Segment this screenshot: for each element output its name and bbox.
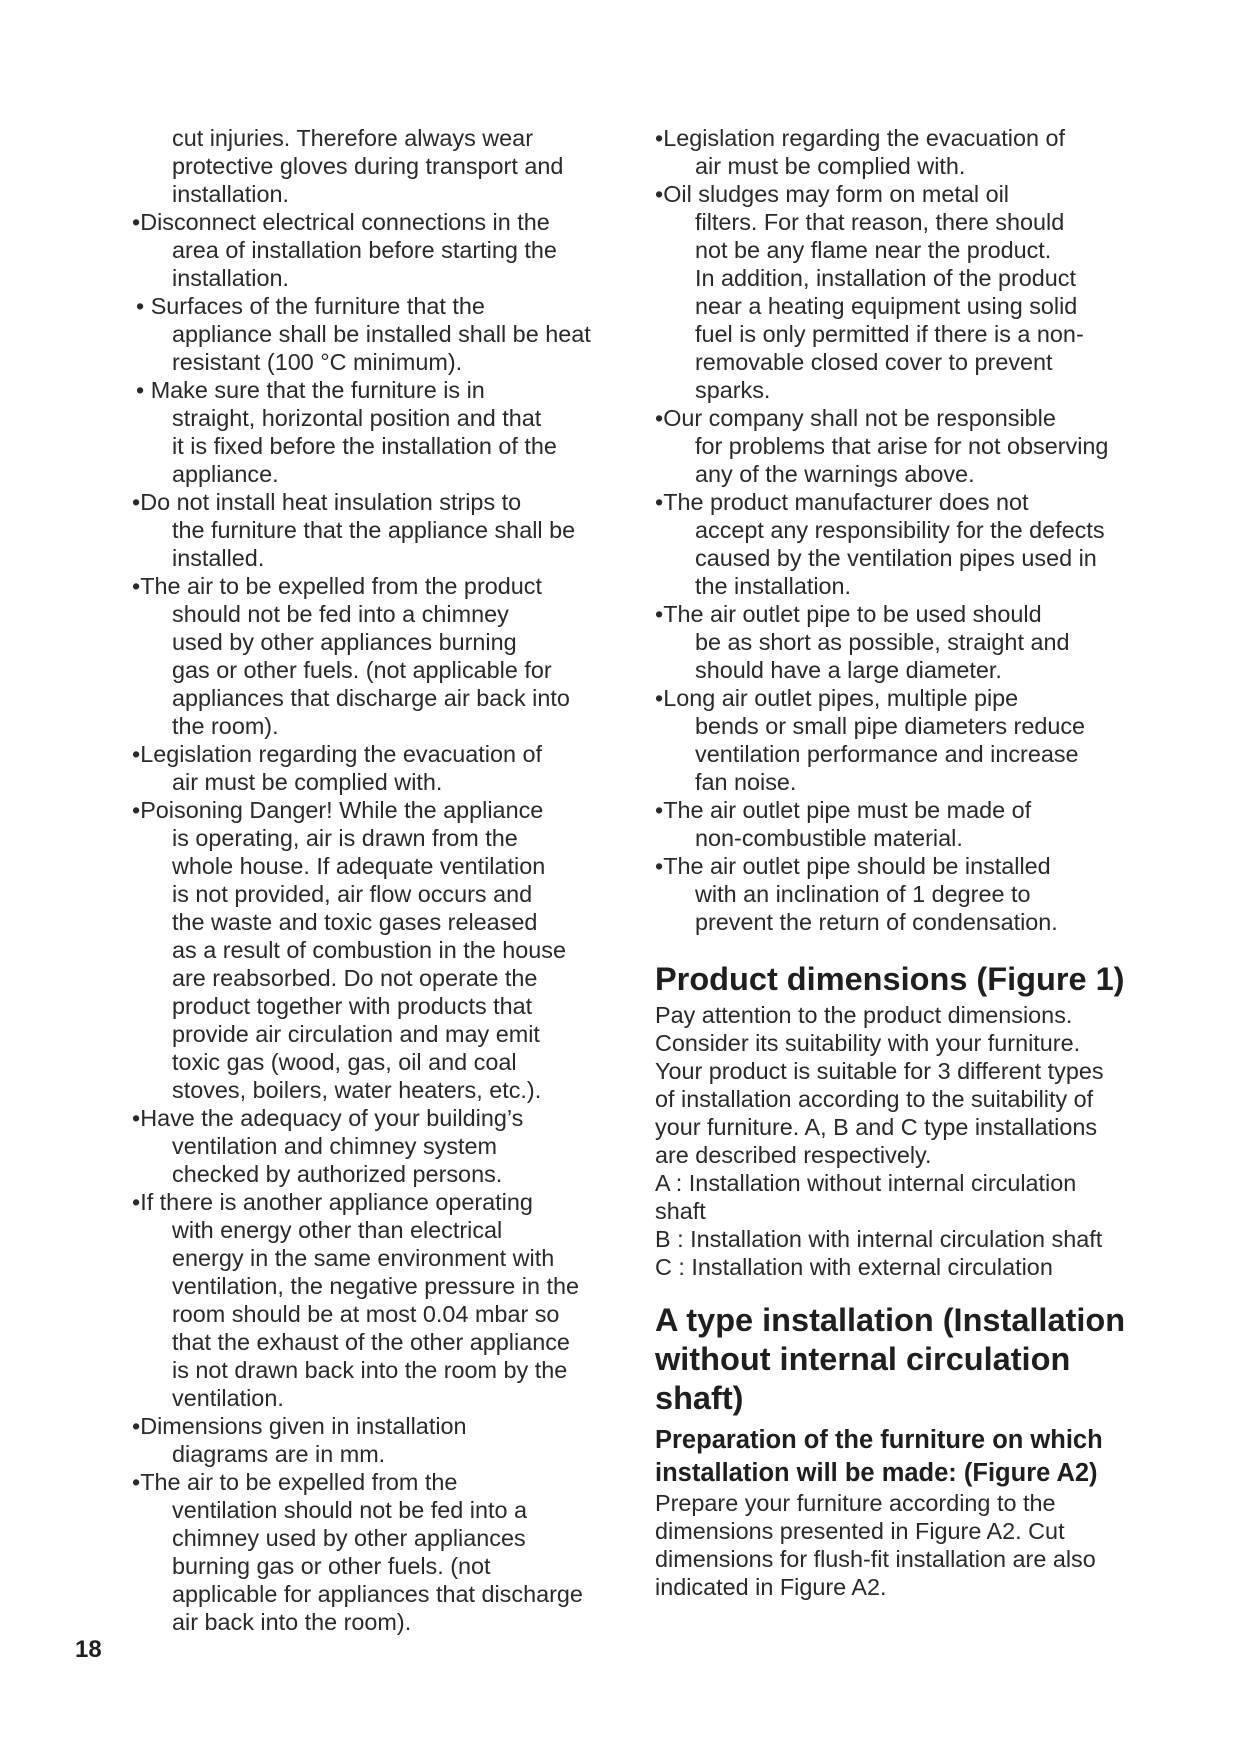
list-item bbox=[132, 1412, 612, 1468]
text-line: bends or small pipe diameters reduce bbox=[695, 713, 1086, 739]
text-line: is operating, air is drawn from the bbox=[172, 825, 518, 851]
text-line: with an inclination of 1 degree to bbox=[695, 881, 1031, 907]
list-item bbox=[132, 740, 612, 796]
text-line: whole house. If adequate ventilation bbox=[172, 853, 546, 879]
list-item bbox=[655, 796, 1141, 852]
text-line: Prepare your furniture according to the bbox=[655, 1490, 1056, 1516]
right-column bbox=[655, 124, 1141, 1601]
list-item bbox=[132, 1468, 612, 1636]
section-heading-a-type-installation bbox=[655, 1301, 1141, 1418]
list-item bbox=[132, 292, 612, 376]
text-line: removable closed cover to prevent bbox=[695, 349, 1053, 375]
text-line: not be any flame near the product. bbox=[695, 237, 1052, 263]
text-line: chimney used by other appliances bbox=[172, 1525, 526, 1551]
section-heading-product-dimensions: Product dimensions (Figure 1) bbox=[655, 961, 1125, 997]
text-line: the installation. bbox=[695, 573, 852, 599]
text-line: A : Installation without internal circulation bbox=[655, 1170, 1077, 1196]
text-line: dimensions for flush-fit installation are also bbox=[655, 1546, 1096, 1572]
text-line: is not provided, air flow occurs and bbox=[172, 881, 533, 907]
text-line: •If there is another appliance operating bbox=[132, 1189, 533, 1215]
text-line: • Surfaces of the furniture that the bbox=[136, 293, 485, 319]
text-line: be as short as possible, straight and bbox=[695, 629, 1070, 655]
text-line: should have a large diameter. bbox=[695, 657, 1002, 683]
left-column bbox=[132, 124, 612, 1636]
text-line: ventilation should not be fed into a bbox=[172, 1497, 528, 1523]
text-line: are described respectively. bbox=[655, 1142, 932, 1168]
text-line: your furniture. A, B and C type installations bbox=[655, 1114, 1098, 1140]
text-line: with energy other than electrical bbox=[172, 1217, 503, 1243]
text-line: dimensions presented in Figure A2. Cut bbox=[655, 1518, 1065, 1544]
list-item bbox=[655, 404, 1141, 488]
right-bullet-list bbox=[655, 124, 1141, 936]
text-line: • Make sure that the furniture is in bbox=[136, 377, 485, 403]
text-line: B : Installation with internal circulation shaft bbox=[655, 1226, 1103, 1252]
text-line: •Oil sludges may form on metal oil bbox=[655, 181, 1009, 207]
text-line: it is fixed before the installation of the bbox=[172, 433, 557, 459]
text-line: •The product manufacturer does not bbox=[655, 489, 1029, 515]
text-line: appliance shall be installed shall be heat bbox=[172, 321, 591, 347]
text-line: •Our company shall not be responsible bbox=[655, 405, 1056, 431]
text-line: prevent the return of condensation. bbox=[695, 909, 1058, 935]
heading-line: shaft) bbox=[655, 1380, 744, 1416]
text-line: provide air circulation and may emit bbox=[172, 1021, 540, 1047]
list-item bbox=[132, 488, 612, 572]
text-line: •The air outlet pipe should be installed bbox=[655, 853, 1051, 879]
text-line: Pay attention to the product dimensions. bbox=[655, 1002, 1073, 1028]
text-line: •The air to be expelled from the product bbox=[132, 573, 542, 599]
text-line: the waste and toxic gases released bbox=[172, 909, 538, 935]
text-line: stoves, boilers, water heaters, etc.). bbox=[172, 1077, 542, 1103]
text-line: product together with products that bbox=[172, 993, 533, 1019]
text-line: used by other appliances burning bbox=[172, 629, 517, 655]
text-line: near a heating equipment using solid bbox=[695, 293, 1078, 319]
text-line: for problems that arise for not observing bbox=[695, 433, 1109, 459]
list-item bbox=[132, 208, 612, 292]
text-line: Consider its suitability with your furniture. bbox=[655, 1030, 1081, 1056]
a-type-text bbox=[655, 1489, 1141, 1601]
text-line: straight, horizontal position and that bbox=[172, 405, 542, 431]
list-item bbox=[132, 1104, 612, 1188]
text-line: are reabsorbed. Do not operate the bbox=[172, 965, 538, 991]
text-line: appliance. bbox=[172, 461, 279, 487]
text-line: protective gloves during transport and bbox=[172, 153, 564, 179]
text-line: installed. bbox=[172, 545, 265, 571]
text-line: room should be at most 0.04 mbar so bbox=[172, 1301, 560, 1327]
subheading-line: installation will be made: (Figure A2) bbox=[655, 1458, 1098, 1487]
text-line: sparks. bbox=[695, 377, 771, 403]
list-item bbox=[655, 684, 1141, 796]
text-line: fan noise. bbox=[695, 769, 797, 795]
text-line: applicable for appliances that discharge bbox=[172, 1581, 583, 1607]
text-line: diagrams are in mm. bbox=[172, 1441, 386, 1467]
text-line: installation. bbox=[172, 181, 290, 207]
list-item bbox=[655, 488, 1141, 600]
text-line: any of the warnings above. bbox=[695, 461, 975, 487]
text-line: •Legislation regarding the evacuation of bbox=[132, 741, 543, 767]
text-line: air must be complied with. bbox=[172, 769, 443, 795]
list-item bbox=[655, 124, 1141, 180]
text-line: air back into the room). bbox=[172, 1609, 412, 1635]
text-line: ventilation. bbox=[172, 1385, 284, 1411]
text-line: filters. For that reason, there should bbox=[695, 209, 1065, 235]
text-line: •Legislation regarding the evacuation of bbox=[655, 125, 1066, 151]
text-line: that the exhaust of the other appliance bbox=[172, 1329, 570, 1355]
text-line: burning gas or other fuels. (not bbox=[172, 1553, 491, 1579]
text-line: non-combustible material. bbox=[695, 825, 963, 851]
text-line: cut injuries. Therefore always wear bbox=[172, 125, 533, 151]
text-line: •The air outlet pipe must be made of bbox=[655, 797, 1032, 823]
list-item bbox=[132, 572, 612, 740]
text-line: In addition, installation of the product bbox=[695, 265, 1077, 291]
text-line: indicated in Figure A2. bbox=[655, 1574, 887, 1600]
text-line: •Do not install heat insulation strips to bbox=[132, 489, 522, 515]
list-item bbox=[655, 600, 1141, 684]
text-line: fuel is only permitted if there is a non- bbox=[695, 321, 1084, 347]
text-line: of installation according to the suitability of bbox=[655, 1086, 1094, 1112]
text-line: as a result of combustion in the house bbox=[172, 937, 566, 963]
list-item bbox=[132, 796, 612, 1104]
heading-line: A type installation (Installation bbox=[655, 1302, 1126, 1338]
text-line: energy in the same environment with bbox=[172, 1245, 555, 1271]
text-line: gas or other fuels. (not applicable for bbox=[172, 657, 552, 683]
text-line: C : Installation with external circulation bbox=[655, 1254, 1053, 1280]
text-line: area of installation before starting the bbox=[172, 237, 557, 263]
text-line: caused by the ventilation pipes used in bbox=[695, 545, 1097, 571]
text-line: •Poisoning Danger! While the appliance bbox=[132, 797, 544, 823]
list-item bbox=[132, 124, 612, 208]
text-line: •The air outlet pipe to be used should bbox=[655, 601, 1042, 627]
text-line: toxic gas (wood, gas, oil and coal bbox=[172, 1049, 517, 1075]
list-item bbox=[655, 180, 1141, 404]
text-line: •The air to be expelled from the bbox=[132, 1469, 458, 1495]
heading-line: without internal circulation bbox=[655, 1341, 1071, 1377]
text-line: should not be fed into a chimney bbox=[172, 601, 509, 627]
list-item bbox=[132, 376, 612, 488]
text-line: •Long air outlet pipes, multiple pipe bbox=[655, 685, 1019, 711]
text-line: checked by authorized persons. bbox=[172, 1161, 503, 1187]
text-line: accept any responsibility for the defects bbox=[695, 517, 1105, 543]
text-line: ventilation and chimney system bbox=[172, 1133, 498, 1159]
page-number: 18 bbox=[75, 1636, 102, 1663]
text-line: shaft bbox=[655, 1198, 706, 1224]
list-item bbox=[655, 852, 1141, 936]
list-item bbox=[132, 1188, 612, 1412]
subheading-furniture-preparation bbox=[655, 1424, 1141, 1489]
product-dimensions-text bbox=[655, 1001, 1141, 1281]
subheading-line: Preparation of the furniture on which bbox=[655, 1426, 1103, 1454]
text-line: the room). bbox=[172, 713, 279, 739]
text-line: Your product is suitable for 3 different types bbox=[655, 1058, 1104, 1084]
text-line: the furniture that the appliance shall be bbox=[172, 517, 576, 543]
text-line: appliances that discharge air back into bbox=[172, 685, 570, 711]
text-line: installation. bbox=[172, 265, 290, 291]
text-line: is not drawn back into the room by the bbox=[172, 1357, 568, 1383]
text-line: ventilation performance and increase bbox=[695, 741, 1079, 767]
text-line: resistant (100 °C minimum). bbox=[172, 349, 463, 375]
text-line: •Disconnect electrical connections in the bbox=[132, 209, 550, 235]
text-line: air must be complied with. bbox=[695, 153, 966, 179]
text-line: ventilation, the negative pressure in the bbox=[172, 1273, 579, 1299]
text-line: •Dimensions given in installation bbox=[132, 1413, 467, 1439]
text-line: •Have the adequacy of your building’s bbox=[132, 1105, 524, 1131]
